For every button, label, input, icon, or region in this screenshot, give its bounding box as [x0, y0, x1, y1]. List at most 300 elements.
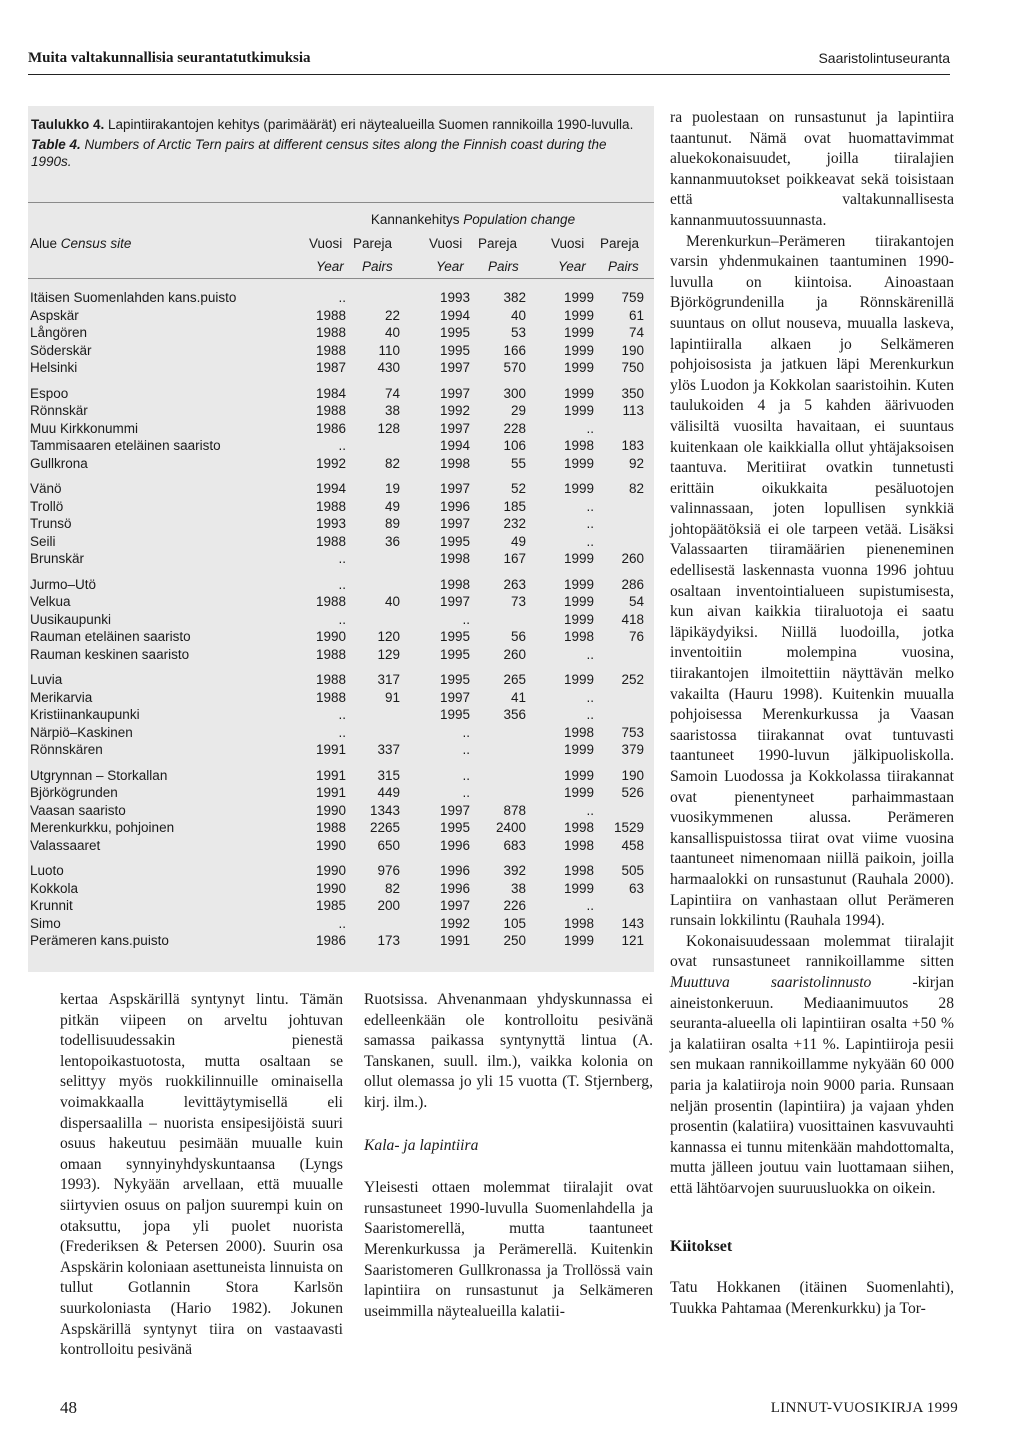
year-1: 1991: [315, 742, 346, 757]
paragraph: ra puolestaan on runsastunut ja lapintiira taantunut. Nämä ovat huomattavimmat aluekokonaisuudet, joilla tiiralajien kannanmuutokset poikkeavat sekä toisistaan että valtakunnallisesta kannanmuutossuunnasta.: [670, 109, 954, 229]
group-header: [318, 212, 628, 227]
pairs-1: 19: [384, 481, 400, 496]
group-title-en: Population change: [463, 212, 576, 227]
site-name: Rönnskären: [30, 742, 103, 757]
pairs-3: 183: [621, 438, 644, 453]
pairs-2: 41: [510, 689, 526, 705]
pairs-3: 418: [621, 611, 644, 627]
site-name: Vaasan saaristo: [30, 802, 126, 818]
year-2: ..: [462, 767, 470, 783]
year-2: 1995: [439, 533, 470, 549]
year-3: ..: [586, 516, 594, 531]
year-1: 1990: [315, 880, 346, 896]
year-3: 1999: [563, 551, 594, 566]
text-column-right: [670, 108, 954, 1319]
year-3: 1998: [563, 863, 594, 878]
pairs-3: 759: [621, 290, 644, 305]
pairs-1: 40: [384, 594, 400, 609]
pairs-3: 526: [621, 785, 644, 800]
table-caption: [31, 116, 646, 170]
site-name: Muu Kirkkonummi: [30, 420, 139, 436]
pairs-3: 61: [628, 307, 644, 323]
pairs-header-3-en: Pairs: [608, 259, 639, 274]
pairs-1: 337: [377, 742, 400, 757]
paragraph: kertaa Aspskärillä syntynyt lintu. Tämän pitkän viipeen on arveltu johtuvan todellisuudessakin pienestä lentopoikastuotosta, mutta osaltaan se selittyy myös ruokkilinnuille ominaisella voimakkaalla levittäytymisellä eli dispersaalilla – nuorista ensipesijöistä suuri osuus hakeutuu pesimään muualle kuin omaan synnyinyhdyskuntaansa (Lyngs 1993). Nykyään arvellaan, että muualle siirtyvien osuus on paljon suurempi kuin on otaksuttu, jopa yli puolet nuorista (Frederiksen & Petersen 2000). Suurin osa Aspskärin koloniaan asettuneista linnuista on tullut Gotlannin Stora Karlsön suurkoloniasta (Hario 1982). Jokunen Aspskärillä syntynyt tiira on vastaavasti kontrolloitu pesivänä: [60, 991, 343, 1359]
year-3: ..: [586, 533, 594, 549]
year-3: 1999: [563, 576, 594, 592]
year-2: 1998: [439, 455, 470, 471]
pairs-3: 74: [628, 325, 644, 340]
year-3: 1999: [563, 290, 594, 305]
table-row: [28, 768, 654, 785]
series-title: Saaristolintuseuranta: [818, 50, 950, 66]
year-2: 1996: [439, 863, 470, 878]
site-name: Trollö: [30, 498, 64, 514]
year-3: 1999: [563, 325, 594, 340]
pairs-1: 22: [384, 307, 400, 323]
pairs-2: 382: [503, 290, 526, 305]
site-name: Uusikaupunki: [30, 611, 112, 627]
pairs-1: 976: [377, 863, 400, 878]
pairs-1: 91: [384, 689, 400, 705]
year-2: 1995: [439, 342, 470, 358]
year-3: ..: [586, 707, 594, 722]
year-2: 1997: [439, 802, 470, 818]
year-3: ..: [586, 420, 594, 436]
year-2: 1997: [439, 481, 470, 496]
table-row: [28, 898, 654, 915]
year-header-1-en: Year: [316, 259, 344, 274]
text-column-middle: [364, 990, 653, 1322]
site-name: Espoo: [30, 385, 69, 401]
caption-english: [31, 136, 646, 170]
year-2: 1995: [439, 672, 470, 687]
year-3: 1998: [563, 837, 594, 853]
year-2: 1995: [439, 325, 470, 340]
pairs-2: 105: [503, 915, 526, 931]
pairs-1: 89: [384, 516, 400, 531]
header-bottom-rule: [28, 278, 654, 279]
caption-en-label: Table 4.: [31, 137, 81, 152]
table-row: [28, 343, 654, 360]
year-1: 1988: [315, 672, 346, 687]
year-1: ..: [338, 576, 346, 592]
heading-kiitokset: Kiitokset: [670, 1238, 733, 1256]
year-2: 1998: [439, 576, 470, 592]
site-name: Helsinki: [30, 360, 78, 375]
pairs-1: 2265: [369, 820, 400, 835]
year-1: 1988: [315, 498, 346, 514]
year-1: 1988: [315, 646, 346, 662]
table-row: [28, 672, 654, 689]
table-row: [28, 820, 654, 837]
year-3: 1999: [563, 672, 594, 687]
subheading-kala-ja-lapintiira: Kala- ja lapintiira: [364, 1136, 479, 1154]
pairs-3: 252: [621, 672, 644, 687]
pairs-3: 286: [621, 576, 644, 592]
table-row: [28, 742, 654, 759]
year-1: 1988: [315, 689, 346, 705]
table-row: [28, 577, 654, 594]
year-1: 1991: [315, 785, 346, 800]
year-2: 1993: [439, 290, 470, 305]
year-1: 1991: [315, 767, 346, 783]
year-3: 1998: [563, 915, 594, 931]
pairs-3: 379: [621, 742, 644, 757]
site-name: Krunnit: [30, 898, 73, 913]
pairs-2: 73: [510, 594, 526, 609]
pairs-2: 263: [503, 576, 526, 592]
site-name: Närpiö–Kaskinen: [30, 724, 133, 740]
year-1: 1994: [315, 481, 346, 496]
pairs-3: 1529: [613, 820, 644, 835]
pairs-2: 167: [503, 551, 526, 566]
pairs-1: 317: [377, 672, 400, 687]
site-name: Kokkola: [30, 880, 79, 896]
pairs-1: 650: [377, 837, 400, 853]
pairs-2: 356: [503, 707, 526, 722]
year-2: 1995: [439, 820, 470, 835]
year-2: ..: [462, 724, 470, 740]
year-1: 1988: [315, 533, 346, 549]
pairs-header-1-fi: Pareja: [353, 236, 393, 251]
table-row: [28, 403, 654, 420]
year-header-1-fi: Vuosi: [309, 236, 343, 251]
pairs-2: 52: [510, 481, 526, 496]
pairs-header-3-fi: Pareja: [600, 236, 640, 251]
pairs-2: 250: [503, 933, 526, 948]
table-row: [28, 360, 654, 377]
year-1: 1987: [315, 360, 346, 375]
site-name: Perämeren kans.puisto: [30, 933, 169, 948]
year-header-3-fi: Vuosi: [551, 236, 585, 251]
year-1: 1988: [315, 325, 346, 340]
site-name: Långören: [30, 325, 88, 340]
text-run: Kokonaisuudessaan molemmat tiiralajit ovat runsastuneet rannikoillamme sitten: [670, 932, 954, 971]
year-1: 1993: [315, 516, 346, 531]
site-name: Utgrynnan – Storkallan: [30, 767, 168, 783]
year-3: ..: [586, 498, 594, 514]
pairs-3: 92: [628, 455, 644, 471]
year-3: 1999: [563, 742, 594, 757]
pairs-2: 38: [510, 880, 526, 896]
table-row: [28, 594, 654, 611]
table-row: [28, 290, 654, 307]
table-row: [28, 325, 654, 342]
text-column-left: [60, 990, 343, 1361]
pairs-2: 29: [510, 403, 526, 418]
table-row: [28, 516, 654, 533]
site-name: Trunsö: [30, 516, 72, 531]
site-name: Aspskär: [30, 307, 79, 323]
year-1: 1990: [315, 802, 346, 818]
site-name: Velkua: [30, 594, 71, 609]
pairs-1: 40: [384, 325, 400, 340]
year-3: ..: [586, 646, 594, 662]
site-name: Söderskär: [30, 342, 92, 358]
pairs-1: 315: [377, 767, 400, 783]
pairs-2: 49: [510, 533, 526, 549]
pairs-2: 228: [503, 420, 526, 436]
pairs-1: 82: [384, 455, 400, 471]
table-row: [28, 481, 654, 498]
pairs-1: 173: [377, 933, 400, 948]
pairs-2: 392: [503, 863, 526, 878]
table-row: [28, 785, 654, 802]
year-2: 1997: [439, 689, 470, 705]
year-1: ..: [338, 438, 346, 453]
table-row: [28, 551, 654, 568]
year-2: 1995: [439, 629, 470, 644]
year-3: 1999: [563, 455, 594, 471]
year-2: 1997: [439, 385, 470, 401]
year-1: ..: [338, 915, 346, 931]
site-name: Itäisen Suomenlahden kans.puisto: [30, 290, 237, 305]
year-3: 1999: [563, 481, 594, 496]
year-2: 1991: [439, 933, 470, 948]
pairs-1: 430: [377, 360, 400, 375]
pairs-1: 82: [384, 880, 400, 896]
pairs-header-1-en: Pairs: [362, 259, 393, 274]
year-3: 1999: [563, 933, 594, 948]
table-4: [28, 106, 654, 972]
paragraph: [670, 932, 954, 1200]
year-3: 1998: [563, 724, 594, 740]
site-name: Rönnskär: [30, 403, 88, 418]
pairs-2: 40: [510, 307, 526, 323]
pairs-2: 265: [503, 672, 526, 687]
pairs-2: 570: [503, 360, 526, 375]
year-2: 1995: [439, 707, 470, 722]
year-1: 1986: [315, 933, 346, 948]
table-row: [28, 534, 654, 551]
pairs-1: 36: [384, 533, 400, 549]
year-3: 1999: [563, 767, 594, 783]
year-3: 1999: [563, 594, 594, 609]
table-row: [28, 707, 654, 724]
table-row: [28, 421, 654, 438]
pairs-3: 350: [621, 385, 644, 401]
pairs-2: 683: [503, 837, 526, 853]
year-1: 1990: [315, 629, 346, 644]
pairs-2: 232: [503, 516, 526, 531]
year-3: 1999: [563, 385, 594, 401]
year-3: 1999: [563, 611, 594, 627]
pairs-1: 200: [377, 898, 400, 913]
table-row: [28, 863, 654, 880]
table-row: [28, 916, 654, 933]
pairs-3: 750: [621, 360, 644, 375]
table-row: [28, 499, 654, 516]
year-3: 1999: [563, 342, 594, 358]
year-3: 1998: [563, 820, 594, 835]
pairs-2: 106: [503, 438, 526, 453]
pairs-2: 53: [510, 325, 526, 340]
site-name: Rauman keskinen saaristo: [30, 646, 190, 662]
site-name: Brunskär: [30, 551, 85, 566]
site-header: [30, 236, 131, 251]
pairs-3: 63: [628, 880, 644, 896]
year-2: 1998: [439, 551, 470, 566]
pairs-1: 110: [378, 342, 400, 358]
table-top-rule: [28, 202, 654, 203]
paragraph: Ruotsissa. Ahvenanmaan yhdyskunnassa ei edelleenkään ole kontrolloitu pesivänä samassa paikassa syntynyttä lintua (A. Tanskanen, suull. ilm.), vaikka kolonia on ollut olemassa jo yli 15 vuotta (T. Stjernberg, kirj. ilm.).: [364, 991, 653, 1111]
caption-fi-label: Taulukko 4.: [31, 117, 105, 132]
pairs-2: 300: [503, 385, 526, 401]
site-name: Valassaaret: [30, 837, 101, 853]
pairs-3: 505: [621, 863, 644, 878]
site-header-fi: Alue: [30, 236, 58, 251]
year-1: ..: [338, 290, 346, 305]
page-number: 48: [60, 1398, 77, 1417]
pairs-3: 458: [621, 837, 644, 853]
pairs-3: 54: [628, 594, 644, 609]
year-1: 1985: [315, 898, 346, 913]
year-1: 1984: [315, 385, 346, 401]
book-title: Muuttuva saaristolinnusto: [670, 973, 872, 991]
caption-fi-text: Lapintiirakantojen kehitys (parimäärät) eri näytealueilla Suomen rannikoilla 1990-luvulla.: [104, 117, 634, 132]
section-title: Muita valtakunnallisia seurantatutkimuksia: [28, 50, 311, 66]
site-name: Gullkrona: [30, 455, 88, 471]
text-run: -kirjan aineistonkeruun. Mediaanimuutos 28 seuranta-alueella oli lapintiiran osalta +50 % ja kalatiiran osalta +11 %. Lapintiiroja pesii sen mukaan rannikoillamme nykyään 60 000 paria ja kalatiiroja noin 9000 paria. Runsaan neljän prosentin (lapintiira) ja vajaan yhden prosentin (kalatiira) vuosittainen kasvuvauhti kannassa ei tunnu mitenkään mahdottomalta, mutta jälleen joutuu vain luottamaan siihen, että lähtöarvojen suuruusluokka on oikein.: [670, 973, 954, 1197]
year-2: 1996: [439, 498, 470, 514]
pairs-2: 56: [510, 629, 526, 644]
year-2: ..: [462, 742, 470, 757]
pairs-1: 449: [377, 785, 400, 800]
year-2: 1997: [439, 420, 470, 436]
year-3: ..: [586, 689, 594, 705]
table-row: [28, 629, 654, 646]
year-3: 1999: [563, 785, 594, 800]
year-1: 1986: [315, 420, 346, 436]
table-row: [28, 386, 654, 403]
site-name: Tammisaaren eteläinen saaristo: [30, 438, 221, 453]
running-header: [28, 44, 950, 75]
pairs-header-2-en: Pairs: [488, 259, 519, 274]
year-2: 1992: [439, 915, 470, 931]
pairs-3: 190: [621, 342, 644, 358]
site-name: Vänö: [30, 481, 62, 496]
group-title-fi: Kannankehitys: [370, 212, 460, 227]
year-1: 1992: [315, 455, 346, 471]
site-name: Merikarvia: [30, 689, 93, 705]
year-2: ..: [462, 611, 470, 627]
site-name: Jurmo–Utö: [30, 576, 97, 592]
year-2: 1994: [439, 307, 470, 323]
table-row: [28, 881, 654, 898]
pairs-1: 38: [384, 403, 400, 418]
year-1: 1990: [315, 863, 346, 878]
paragraph: Yleisesti ottaen molemmat tiiralajit ovat runsastuneet 1990-luvulla Suomenlahdella ja Saaristomerellä, mutta taantuneet Merenkurkussa ja Perämerellä. Kuitenkin Saaristomeren Gullkronassa ja Trollössä vain lapintiira on runsastunut ja Selkämeren useimmilla näytealueilla kalatii-: [364, 1179, 653, 1320]
year-1: ..: [338, 551, 346, 566]
pairs-2: 55: [510, 455, 526, 471]
table-row: [28, 647, 654, 664]
pairs-1: 74: [384, 385, 400, 401]
pairs-2: 878: [503, 802, 526, 818]
table-row: [28, 438, 654, 455]
year-header-3-en: Year: [558, 259, 586, 274]
pairs-3: 76: [628, 629, 644, 644]
year-2: 1997: [439, 898, 470, 913]
year-2: 1992: [439, 403, 470, 418]
year-1: 1988: [315, 307, 346, 323]
pairs-1: 1343: [369, 802, 400, 818]
year-2: 1994: [439, 438, 470, 453]
year-2: 1996: [439, 880, 470, 896]
table-row: [28, 612, 654, 629]
pairs-1: 128: [377, 420, 400, 436]
table-row: [28, 690, 654, 707]
pairs-2: 166: [503, 342, 526, 358]
year-3: 1999: [563, 360, 594, 375]
pairs-3: 82: [628, 481, 644, 496]
site-name: Simo: [30, 915, 61, 931]
year-3: 1999: [563, 403, 594, 418]
site-name: Björkögrunden: [30, 785, 118, 800]
year-header-2-en: Year: [436, 259, 464, 274]
pairs-3: 121: [621, 933, 644, 948]
pairs-header-2-fi: Pareja: [478, 236, 518, 251]
journal-title: LINNUT-VUOSIKIRJA 1999: [770, 1400, 958, 1416]
table-row: [28, 456, 654, 473]
table-row: [28, 838, 654, 855]
pairs-1: 49: [384, 498, 400, 514]
year-1: 1988: [315, 594, 346, 609]
pairs-3: 260: [621, 551, 644, 566]
pairs-2: 260: [503, 646, 526, 662]
year-1: ..: [338, 611, 346, 627]
year-3: ..: [586, 802, 594, 818]
year-1: ..: [338, 707, 346, 722]
year-3: ..: [586, 898, 594, 913]
pairs-2: 185: [503, 498, 526, 514]
year-2: 1997: [439, 360, 470, 375]
site-name: Luvia: [30, 672, 63, 687]
year-1: 1988: [315, 342, 346, 358]
pairs-2: 226: [503, 898, 526, 913]
caption-en-text: Numbers of Arctic Tern pairs at different census sites along the Finnish coast during the 1990s.: [31, 137, 607, 169]
year-2: ..: [462, 785, 470, 800]
pairs-3: 113: [622, 403, 644, 418]
table-row: [28, 803, 654, 820]
year-3: 1998: [563, 629, 594, 644]
year-2: 1997: [439, 594, 470, 609]
table-row: [28, 308, 654, 325]
year-2: 1997: [439, 516, 470, 531]
year-3: 1998: [563, 438, 594, 453]
pairs-1: 120: [377, 629, 400, 644]
year-3: 1999: [563, 307, 594, 323]
pairs-3: 753: [621, 724, 644, 740]
site-name: Merenkurkku, pohjoinen: [30, 820, 175, 835]
year-3: 1999: [563, 880, 594, 896]
year-1: 1990: [315, 837, 346, 853]
pairs-2: 2400: [495, 820, 526, 835]
site-name: Seili: [30, 533, 56, 549]
site-name: Kristiinankaupunki: [30, 707, 140, 722]
year-1: ..: [338, 724, 346, 740]
paragraph: Merenkurkun–Perämeren tiirakantojen varsin yhdenmukainen taantuminen 1990-luvulla on kiintoisa. Ainoastaan Björkögrundenilla ja Rönnskärenillä suuntaus on ollut nouseva, muualla laskeva, lapintiiralla alkaen jo Selkämeren pohjoisosista ja jatkuen läpi Merenkurkun ylös Luodon ja Kokkolan saaristoihin. Kuten taulukoiden 4 ja 5 kahden äärivuoden välisiltä vuosilta havaitaan, ei suuntaus kuitenkaan ole kaikkialla ollut yhtäjaksoisen taantuva. Meritiirat ovatkin tunnetusti erittäin oikukkaita pesäluotojen valinnassaan, joten lopullisen synkkiä johtopäätöksiä ei ole tarpeen vetää. Lisäksi Valassaarten tiiramäärien pieneneminen edellisestä laskennasta vuonna 1996 johtuu osaltaan inventointialueen supistumisesta, kun aivan kaikkia tiiraluotoja ei saatu läpikäydyiksi. Niillä luodoilla, jotka inventoitiin molempina vuosina, tiirakantojen ilmoitettiin näyttävän melko vakailta (Hauru 1998). Kuitenkin muualla pohjoisessa Merenkurkussa ja Vaasan saaristossa tiirakannat ovat tuntuvasti taantuneet 1990-luvun jälkipuoliskolla. Samoin Luodossa ja Kokkolassa tiirakannat ovat pienentyneet parhaimmastaan vuosikymmenen alussa. Perämeren kansallispuistossa tiirat ovat viime vuosina taantuneet nimenomaan niillä paikoin, joilla harmaalokki on runsastunut (Rauhala 2000). Lapintiira on vanhastaan ollut Perämeren runsain lokkilintu (Rauhala 1994).: [670, 232, 954, 930]
site-name: Rauman eteläinen saaristo: [30, 629, 191, 644]
paragraph: Tatu Hokkanen (itäinen Suomenlahti), Tuukka Pahtamaa (Merenkurkku) ja Tor-: [670, 1279, 954, 1317]
pairs-3: 190: [621, 767, 644, 783]
pairs-1: 129: [377, 646, 400, 662]
year-header-2-fi: Vuosi: [429, 236, 463, 251]
caption-finnish: [31, 116, 646, 133]
pairs-3: 143: [621, 915, 644, 931]
site-name: Luoto: [30, 863, 64, 878]
year-1: 1988: [315, 403, 346, 418]
